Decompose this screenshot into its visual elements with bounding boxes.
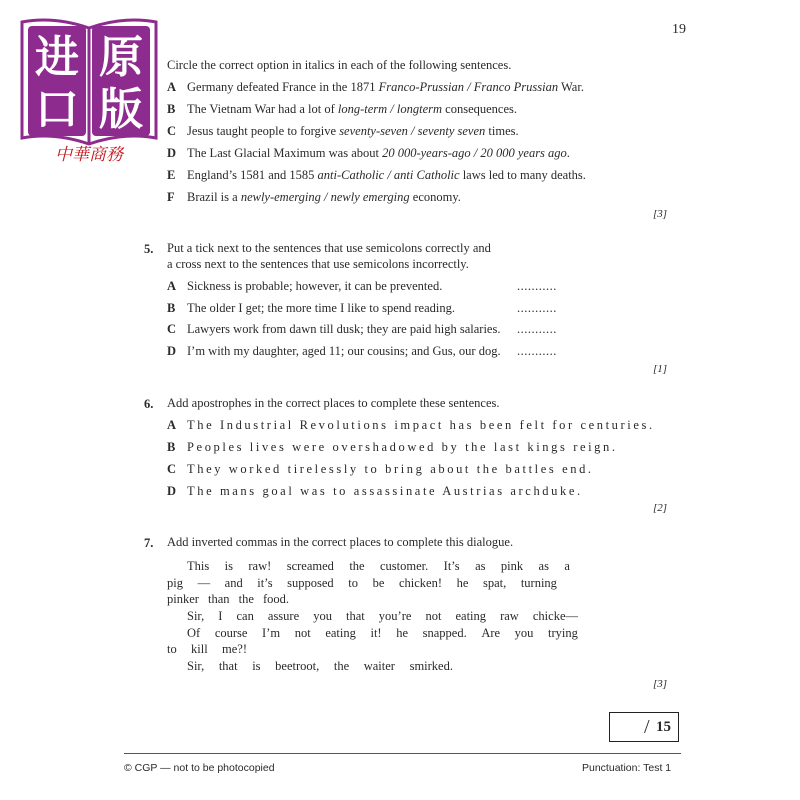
stamp-glyph-kou: 口 [35,84,79,135]
q4-item-f [167,190,647,206]
italic-options: long-term / longterm [337,102,443,116]
item-letter: B [167,440,176,454]
dialogue-word: I [218,609,223,623]
q7-instruction: Add inverted commas in the correct places to complete this dialogue. [167,535,514,549]
answer-blank[interactable]: ........... [517,279,557,293]
q4-marks: [3] [653,208,668,220]
dialogue-word: the [333,659,350,673]
dialogue-word: customer. [380,559,429,573]
dialogue-word: it’s [257,576,273,590]
dialogue-line [167,576,557,591]
dialogue-word: a [564,559,570,573]
dialogue-word: me?! [222,642,247,656]
dialogue-line [187,659,453,674]
item-text: The Vietnam War had a lot of long-term / longterm consequences. [187,102,518,116]
q4-item-d [167,146,647,162]
q4-item-a [167,80,647,96]
item-text: The older I get; the more time I like to spend reading. [187,301,455,315]
q6-marks: [2] [653,502,668,514]
dialogue-word: supposed [287,576,334,590]
page-number: 19 [672,22,686,37]
dialogue-line [167,592,289,607]
q6-item-c [167,462,647,478]
dialogue-word: eating [455,609,487,623]
score-box [609,712,679,742]
dialogue-word: food. [262,592,289,606]
item-letter: B [167,102,176,116]
dialogue-word: that [345,609,365,623]
q6-instruction: Add apostrophes in the correct places to complete these sentences. [167,396,500,410]
item-text: They worked tirelessly to bring about the battles end. [187,462,594,476]
dialogue-word: eating [325,626,356,640]
q7-number: 7. [144,536,154,550]
dialogue-word: not [425,609,442,623]
item-text: The mans goal was to assassinate Austrias archduke. [187,484,583,498]
dialogue-word: to [348,576,358,590]
dialogue-word: that [218,659,238,673]
dialogue-word: screamed [286,559,334,573]
dialogue-word: Sir, [187,609,205,623]
footer-copyright: © CGP — not to be photocopied [124,762,275,774]
dialogue-word: chicken! [398,576,442,590]
dialogue-word: trying [548,626,578,640]
item-text: Peoples lives were overshadowed by the last kings reign. [187,440,618,454]
q6-item-d [167,484,647,500]
stamp-glyph-yuan: 原 [99,32,143,83]
dialogue-word: pink [500,559,524,573]
dialogue-word: the [238,592,254,606]
dialogue-word: Sir, [187,659,205,673]
item-text: Lawyers work from dawn till dusk; they are paid high salaries. [187,322,501,336]
dialogue-word: It’s [443,559,460,573]
dialogue-word: you [313,609,332,623]
q5-item-a [167,279,567,295]
q5-number: 5. [144,242,154,256]
dialogue-word: pig [167,576,183,590]
score-slash: / [644,716,650,738]
dialogue-word: can [236,609,254,623]
footer-rule [124,753,681,754]
dialogue-word: Of [187,626,201,640]
item-text: Sickness is probable; however, it can be prevented. [187,279,443,293]
dialogue-line [167,642,247,657]
italic-options: Franco-Prussian / Franco Prussian [378,80,559,94]
q4-instruction: Circle the correct option in italics in each of the following sentences. [167,58,512,72]
q6-item-b [167,440,647,456]
dialogue-word: than [208,592,230,606]
score-total: 15 [656,719,671,735]
dialogue-word: it! [370,626,382,640]
italic-options: newly-emerging / newly emerging [240,190,410,204]
q5-marks: [1] [653,363,668,375]
q6-number: 6. [144,397,154,411]
item-letter: B [167,301,176,315]
q6-item-a [167,418,655,434]
dialogue-word: waiter [363,659,395,673]
q5-item-b [167,301,567,317]
item-text: Jesus taught people to forgive seventy-seven / seventy seven times. [187,124,519,138]
item-text: Germany defeated France in the 1871 Franco-Prussian / Franco Prussian War. [187,80,584,94]
italic-options: 20 000-years-ago / 20 000 years ago [382,146,567,160]
dialogue-word: — [197,576,211,590]
item-text: The Last Glacial Maximum was about 20 000-years-ago / 20 000 years ago. [187,146,570,160]
dialogue-line [187,559,570,574]
dialogue-word: Are [481,626,501,640]
item-letter: C [167,124,177,138]
dialogue-word: turning [520,576,557,590]
item-text: The Industrial Revolutions impact has been felt for centuries. [187,418,655,432]
item-letter: A [167,279,177,293]
answer-blank[interactable]: ........... [517,301,557,315]
dialogue-word: to [167,642,177,656]
dialogue-word: raw [500,609,519,623]
item-letter: F [167,190,175,204]
dialogue-word: he [456,576,469,590]
item-letter: C [167,322,177,336]
item-letter: A [167,80,177,94]
q4-item-c [167,124,647,140]
item-letter: A [167,418,177,432]
item-letter: D [167,484,177,498]
dialogue-word: course [214,626,248,640]
italic-options: seventy-seven / seventy seven [339,124,486,138]
dialogue-word: snapped. [422,626,467,640]
dialogue-word: pinker [167,592,199,606]
dialogue-word: as [475,559,486,573]
answer-blank[interactable]: ........... [517,344,557,358]
dialogue-word: raw! [248,559,272,573]
item-text: I’m with my daughter, aged 11; our cousins; and Gus, our dog. [187,344,501,358]
item-letter: E [167,168,176,182]
dialogue-word: smirked. [409,659,453,673]
dialogue-word: you’re [378,609,412,623]
dialogue-word: I’m [262,626,281,640]
dialogue-word: is [224,559,233,573]
q5-instruction-line2: a cross next to the sentences that use semicolons incorrectly. [167,257,469,271]
item-text: England’s 1581 and 1585 anti-Catholic / anti Catholic laws led to many deaths. [187,168,586,182]
dialogue-word: as [538,559,549,573]
dialogue-word: spat, [482,576,507,590]
dialogue-word: not [294,626,311,640]
dialogue-word: chicke— [532,609,578,623]
stamp-glyph-jin: 进 [35,32,79,83]
q7-marks: [3] [653,678,668,690]
item-text: Brazil is a newly-emerging / newly emerging economy. [187,190,461,204]
dialogue-word: he [396,626,408,640]
q5-instruction-line1: Put a tick next to the sentences that use semicolons correctly and [167,241,491,255]
q4-item-e [167,168,647,184]
dialogue-word: you [514,626,534,640]
dialogue-word: be [372,576,385,590]
dialogue-word: and [224,576,243,590]
footer-section: Punctuation: Test 1 [582,762,672,774]
dialogue-word: the [349,559,365,573]
dialogue-word: assure [267,609,300,623]
item-letter: C [167,462,177,476]
stamp-glyph-ban: 版 [99,84,143,135]
import-original-edition-stamp [18,14,160,164]
q4-item-b [167,102,647,118]
q5-item-c [167,322,567,338]
answer-blank[interactable]: ........... [517,322,557,336]
italic-options: anti-Catholic / anti Catholic [317,168,460,182]
dialogue-word: kill [191,642,208,656]
q5-item-d [167,344,567,360]
item-letter: D [167,146,177,160]
dialogue-word: is [252,659,261,673]
stamp-subtitle: 中華商務 [55,145,123,164]
dialogue-line [187,626,578,641]
dialogue-word: beetroot, [275,659,320,673]
item-letter: D [167,344,177,358]
dialogue-line [187,609,578,624]
dialogue-word: This [187,559,210,573]
